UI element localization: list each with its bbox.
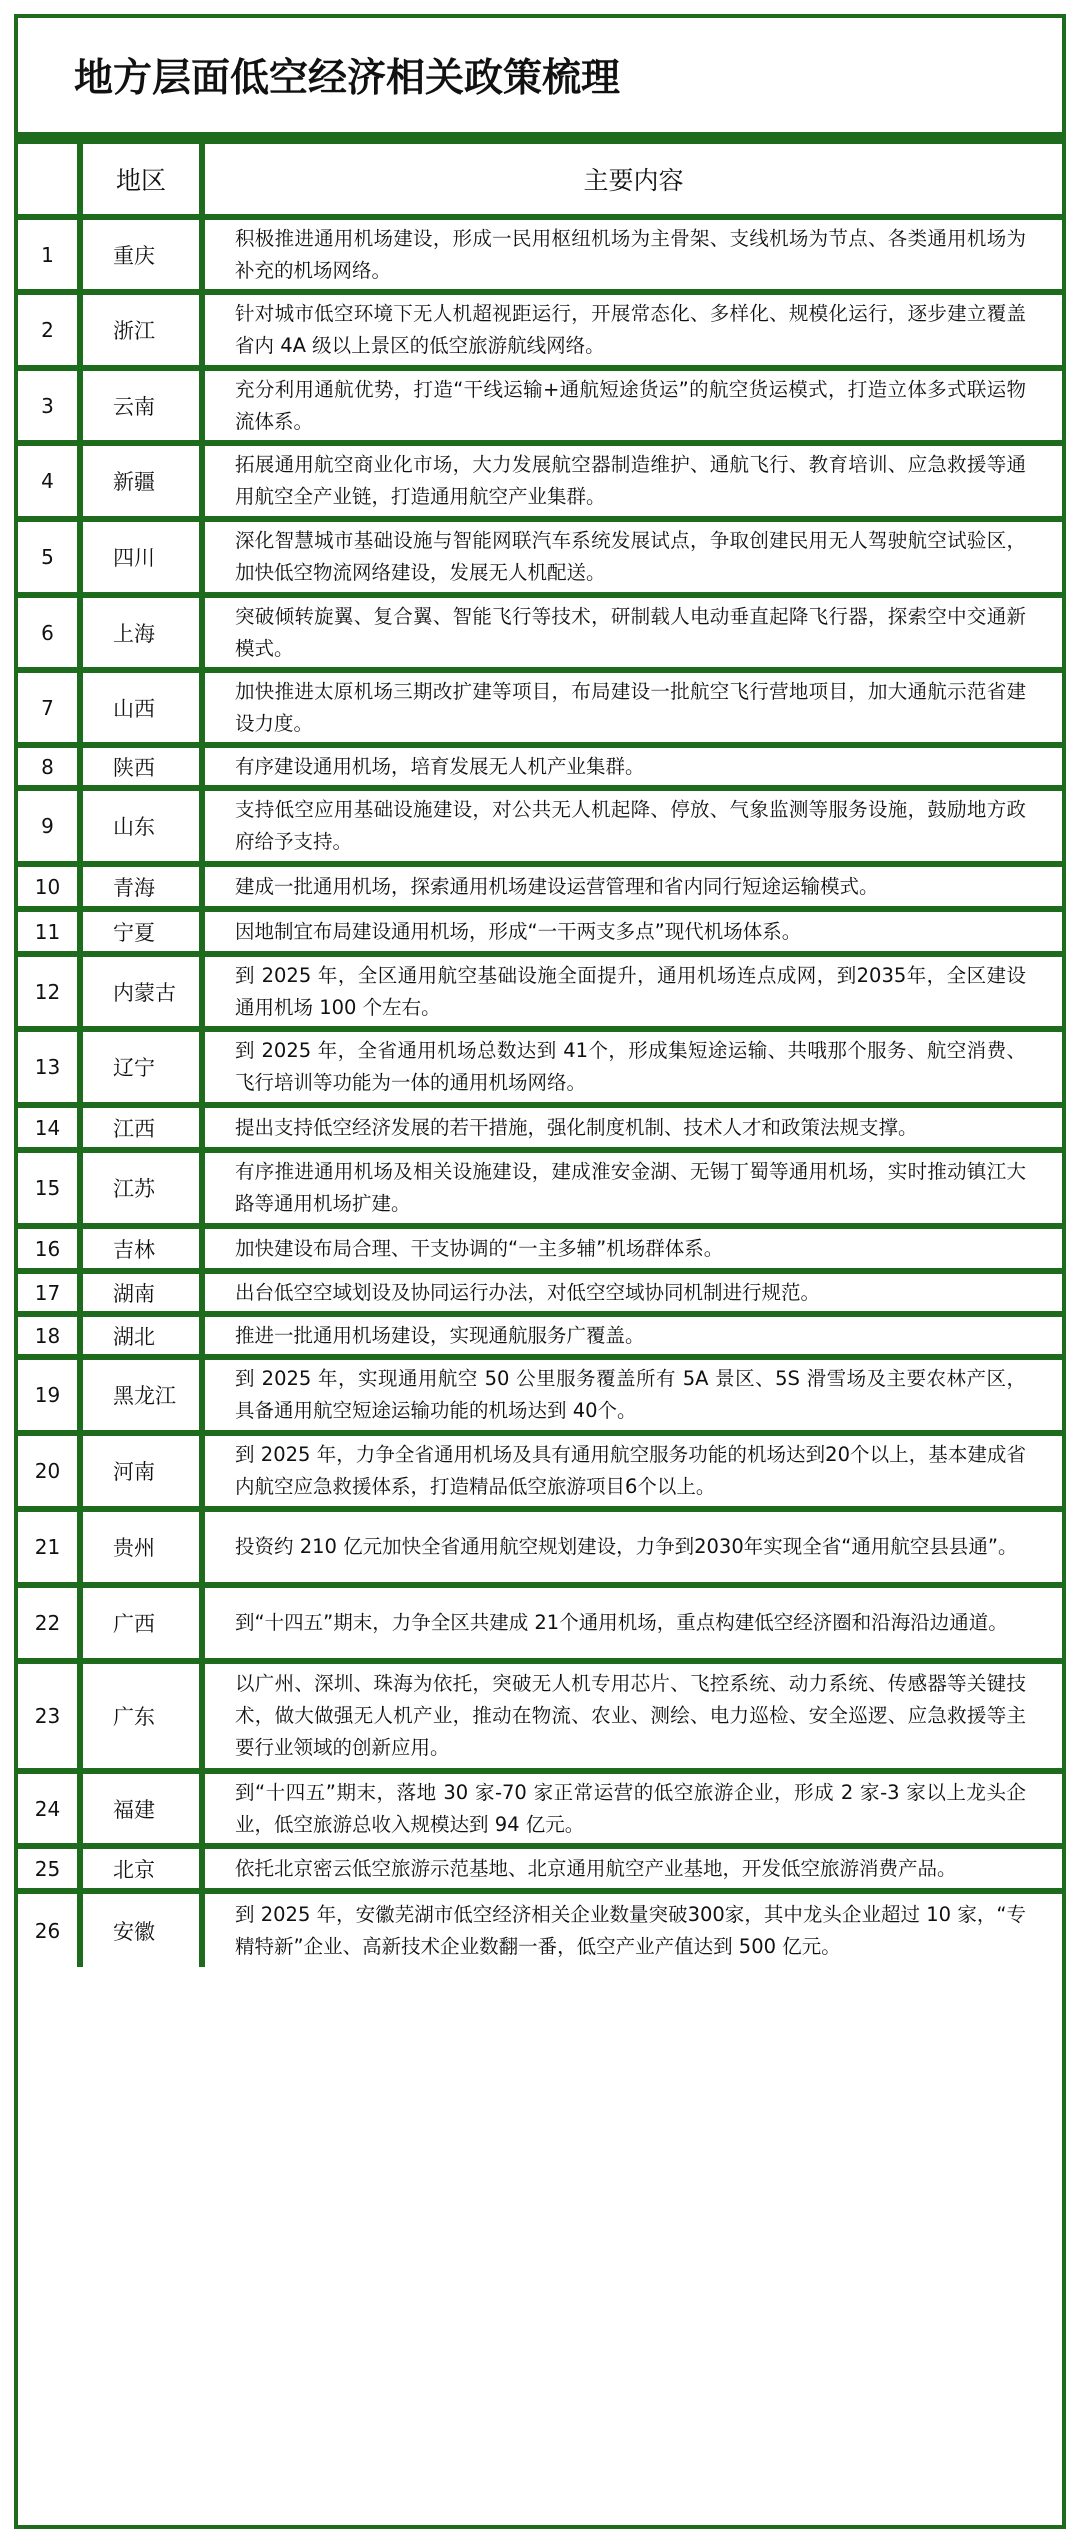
row-region: 江西: [80, 1105, 202, 1150]
table-row: [18, 670, 1062, 745]
table-row: [18, 1846, 1062, 1891]
row-number: 21: [18, 1509, 80, 1585]
table-row: [18, 1357, 1062, 1433]
row-content: 到 2025 年，全区通用航空基础设施全面提升，通用机场连点成网，到2035年，全区建设通用机场 100 个左右。: [202, 954, 1062, 1029]
row-content: 到“十四五”期末，落地 30 家-70 家正常运营的低空旅游企业，形成 2 家-3 家以上龙头企业，低空旅游总收入规模达到 94 亿元。: [202, 1771, 1062, 1846]
row-region: 北京: [80, 1846, 202, 1891]
row-number: 11: [18, 909, 80, 954]
row-number: 6: [18, 595, 80, 670]
row-number: 15: [18, 1150, 80, 1226]
row-number: 16: [18, 1226, 80, 1271]
row-number: 7: [18, 670, 80, 745]
row-content: 加快推进太原机场三期改扩建等项目，布局建设一批航空飞行营地项目，加大通航示范省建设力度。: [202, 670, 1062, 745]
table-row: [18, 1585, 1062, 1661]
table-row: [18, 1271, 1062, 1314]
row-content: 到“十四五”期末，力争全区共建成 21个通用机场，重点构建低空经济圈和沿海沿边通道。: [202, 1585, 1062, 1661]
row-region: 黑龙江: [80, 1357, 202, 1433]
row-region: 宁夏: [80, 909, 202, 954]
table-row: [18, 1433, 1062, 1509]
row-region: 湖南: [80, 1271, 202, 1314]
row-region: 陕西: [80, 745, 202, 788]
row-number: 20: [18, 1433, 80, 1509]
table-row: [18, 788, 1062, 864]
row-region: 山西: [80, 670, 202, 745]
row-region: 福建: [80, 1771, 202, 1846]
policy-table: [18, 138, 1062, 1967]
row-region: 山东: [80, 788, 202, 864]
table-header-row: [18, 141, 1062, 217]
row-content: 建成一批通用机场，探索通用机场建设运营管理和省内同行短途运输模式。: [202, 864, 1062, 909]
row-region: 四川: [80, 519, 202, 595]
header-content: 主要内容: [202, 141, 1062, 217]
document-frame: [14, 14, 1066, 2529]
row-content: 深化智慧城市基础设施与智能网联汽车系统发展试点，争取创建民用无人驾驶航空试验区，加快低空物流网络建设，发展无人机配送。: [202, 519, 1062, 595]
row-content: 依托北京密云低空旅游示范基地、北京通用航空产业基地，开发低空旅游消费产品。: [202, 1846, 1062, 1891]
row-number: 3: [18, 368, 80, 443]
row-region: 河南: [80, 1433, 202, 1509]
row-content: 到 2025 年，力争全省通用机场及具有通用航空服务功能的机场达到20个以上，基本建成省内航空应急救援体系，打造精品低空旅游项目6个以上。: [202, 1433, 1062, 1509]
row-content: 到 2025 年，实现通用航空 50 公里服务覆盖所有 5A 景区、5S 滑雪场及主要农林产区，具备通用航空短途运输功能的机场达到 40个。: [202, 1357, 1062, 1433]
row-region: 广西: [80, 1585, 202, 1661]
row-region: 上海: [80, 595, 202, 670]
row-content: 突破倾转旋翼、复合翼、智能飞行等技术，研制载人电动垂直起降飞行器，探索空中交通新模式。: [202, 595, 1062, 670]
row-number: 24: [18, 1771, 80, 1846]
table-row: [18, 1771, 1062, 1846]
row-region: 江苏: [80, 1150, 202, 1226]
row-number: 5: [18, 519, 80, 595]
table-row: [18, 1661, 1062, 1771]
row-number: 23: [18, 1661, 80, 1771]
row-content: 充分利用通航优势，打造“干线运输+通航短途货运”的航空货运模式，打造立体多式联运物流体系。: [202, 368, 1062, 443]
row-number: 10: [18, 864, 80, 909]
row-region: 辽宁: [80, 1029, 202, 1105]
table-row: [18, 1150, 1062, 1226]
row-region: 广东: [80, 1661, 202, 1771]
row-number: 22: [18, 1585, 80, 1661]
row-region: 安徽: [80, 1891, 202, 1967]
row-content: 加快建设布局合理、干支协调的“一主多辅”机场群体系。: [202, 1226, 1062, 1271]
row-content: 推进一批通用机场建设，实现通航服务广覆盖。: [202, 1314, 1062, 1357]
row-number: 9: [18, 788, 80, 864]
row-region: 新疆: [80, 443, 202, 519]
table-row: [18, 217, 1062, 292]
row-content: 积极推进通用机场建设，形成一民用枢纽机场为主骨架、支线机场为节点、各类通用机场为补充的机场网络。: [202, 217, 1062, 292]
table-row: [18, 595, 1062, 670]
table-row: [18, 292, 1062, 368]
row-region: 内蒙古: [80, 954, 202, 1029]
table-row: [18, 1226, 1062, 1271]
row-content: 支持低空应用基础设施建设，对公共无人机起降、停放、气象监测等服务设施，鼓励地方政府给予支持。: [202, 788, 1062, 864]
row-content: 以广州、深圳、珠海为依托，突破无人机专用芯片、飞控系统、动力系统、传感器等关键技术，做大做强无人机产业，推动在物流、农业、测绘、电力巡检、安全巡逻、应急救援等主要行业领域的创新应用。: [202, 1661, 1062, 1771]
row-number: 8: [18, 745, 80, 788]
table-row: [18, 443, 1062, 519]
row-region: 湖北: [80, 1314, 202, 1357]
table-row: [18, 1105, 1062, 1150]
row-region: 贵州: [80, 1509, 202, 1585]
table-row: [18, 745, 1062, 788]
row-region: 吉林: [80, 1226, 202, 1271]
row-number: 19: [18, 1357, 80, 1433]
table-row: [18, 864, 1062, 909]
row-region: 浙江: [80, 292, 202, 368]
row-number: 1: [18, 217, 80, 292]
table-row: [18, 1509, 1062, 1585]
table-row: [18, 519, 1062, 595]
header-number: [18, 141, 80, 217]
table-row: [18, 1314, 1062, 1357]
row-number: 18: [18, 1314, 80, 1357]
row-content: 到 2025 年，全省通用机场总数达到 41个，形成集短途运输、共哦那个服务、航空消费、飞行培训等功能为一体的通用机场网络。: [202, 1029, 1062, 1105]
row-number: 12: [18, 954, 80, 1029]
row-content: 到 2025 年，安徽芜湖市低空经济相关企业数量突破300家，其中龙头企业超过 10 家，“专精特新”企业、高新技术企业数翻一番，低空产业产值达到 500 亿元。: [202, 1891, 1062, 1967]
row-content: 有序推进通用机场及相关设施建设，建成淮安金湖、无锡丁蜀等通用机场，实时推动镇江大路等通用机场扩建。: [202, 1150, 1062, 1226]
row-number: 14: [18, 1105, 80, 1150]
row-number: 25: [18, 1846, 80, 1891]
row-number: 13: [18, 1029, 80, 1105]
table-body: [18, 217, 1062, 1967]
table-row: [18, 909, 1062, 954]
row-region: 重庆: [80, 217, 202, 292]
table-row: [18, 1029, 1062, 1105]
table-row: [18, 954, 1062, 1029]
row-number: 4: [18, 443, 80, 519]
row-content: 有序建设通用机场，培育发展无人机产业集群。: [202, 745, 1062, 788]
row-content: 提出支持低空经济发展的若干措施，强化制度机制、技术人才和政策法规支撑。: [202, 1105, 1062, 1150]
header-region: 地区: [80, 141, 202, 217]
table-row: [18, 1891, 1062, 1967]
row-content: 拓展通用航空商业化市场，大力发展航空器制造维护、通航飞行、教育培训、应急救援等通用航空全产业链，打造通用航空产业集群。: [202, 443, 1062, 519]
page-title: 地方层面低空经济相关政策梳理: [18, 18, 1062, 138]
table-row: [18, 368, 1062, 443]
row-number: 2: [18, 292, 80, 368]
row-number: 17: [18, 1271, 80, 1314]
row-region: 青海: [80, 864, 202, 909]
row-content: 投资约 210 亿元加快全省通用航空规划建设，力争到2030年实现全省“通用航空县县通”。: [202, 1509, 1062, 1585]
row-content: 针对城市低空环境下无人机超视距运行，开展常态化、多样化、规模化运行，逐步建立覆盖省内 4A 级以上景区的低空旅游航线网络。: [202, 292, 1062, 368]
row-content: 因地制宜布局建设通用机场，形成“一干两支多点”现代机场体系。: [202, 909, 1062, 954]
row-region: 云南: [80, 368, 202, 443]
row-number: 26: [18, 1891, 80, 1967]
row-content: 出台低空空域划设及协同运行办法，对低空空域协同机制进行规范。: [202, 1271, 1062, 1314]
